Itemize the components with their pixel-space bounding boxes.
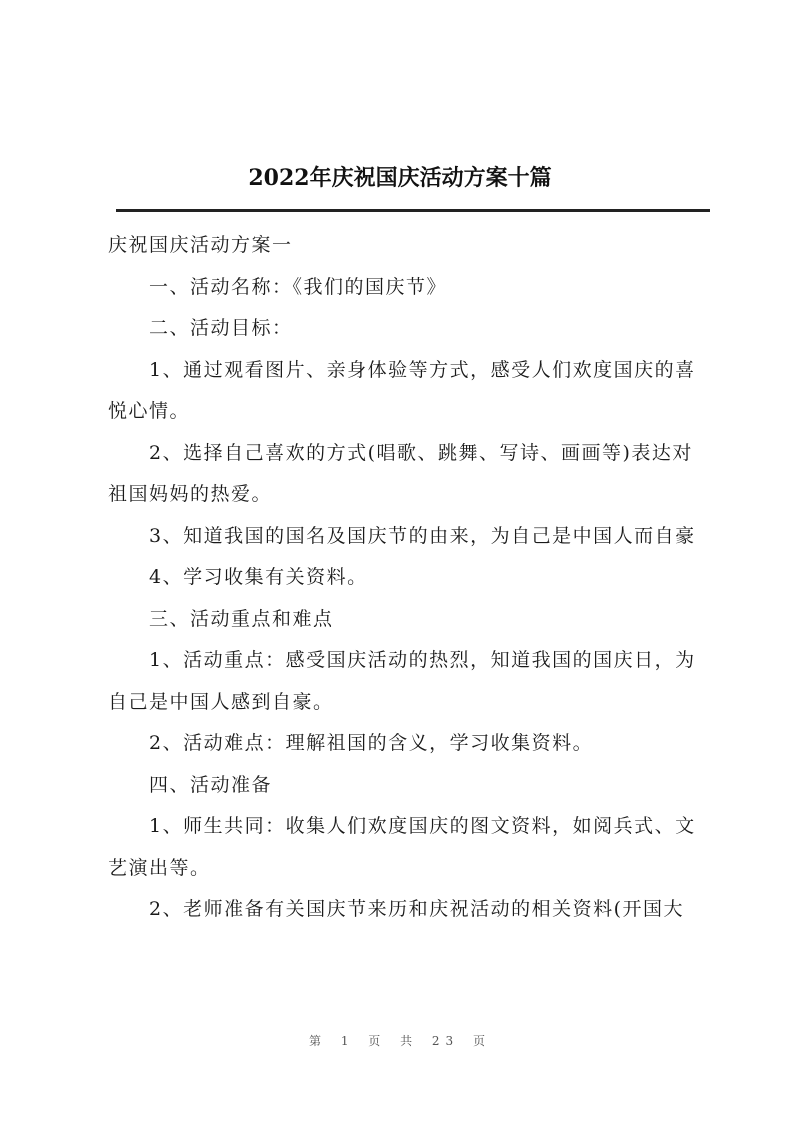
paragraph: 1、通过观看图片、亲身体验等方式，感受人们欢度国庆的喜悦心情。 [108,358,696,422]
paragraph: 三、活动重点和难点 [149,607,334,630]
paragraph: 2、选择自己喜欢的方式(唱歌、跳舞、写诗、画画等)表达对祖国妈妈的热爱。 [108,441,693,505]
paragraph: 2、活动难点：理解祖国的含义，学习收集资料。 [149,732,594,754]
paragraph: 四、活动准备 [149,773,273,796]
title-underline [116,209,710,212]
paragraph: 3、知道我国的国名及国庆节的由来，为自己是中国人而自豪 [149,524,696,547]
paragraph: 一、活动名称：《我们的国庆节》 [149,275,448,298]
document-title: 2022年庆祝国庆活动方案十篇 [248,165,552,191]
paragraph: 1、活动重点：感受国庆活动的热烈，知道我国的国庆日，为自己是中国人感到自豪。 [108,649,696,713]
paragraph: 二、活动目标： [149,317,293,339]
document-body [108,225,708,931]
page-number-footer: 第 1 页 共 23 页 [309,1034,491,1048]
paragraph: 2、老师准备有关国庆节来历和庆祝活动的相关资料(开国大 [149,898,685,920]
section-heading: 庆祝国庆活动方案一 [108,234,293,256]
paragraph: 1、师生共同：收集人们欢度国庆的图文资料，如阅兵式、文艺演出等。 [108,815,696,879]
paragraph: 4、学习收集有关资料。 [149,566,368,588]
